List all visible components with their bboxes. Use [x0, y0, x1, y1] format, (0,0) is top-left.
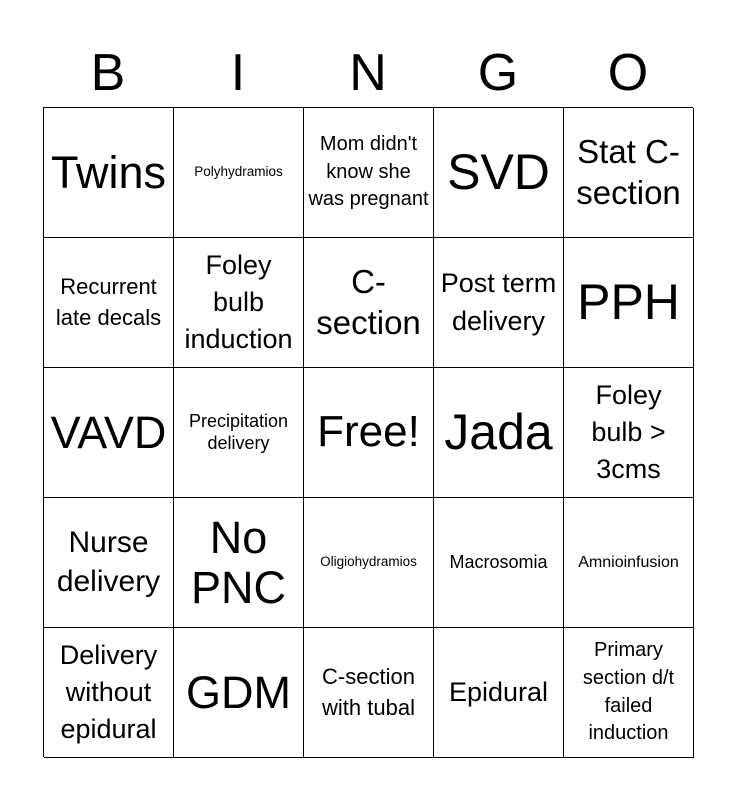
- bingo-cell-r2-c2[interactable]: [174, 238, 304, 368]
- cell-label: Polyhydramios: [194, 164, 283, 180]
- bingo-cell-r3-c2[interactable]: [174, 368, 304, 498]
- cell-label: Mom didn't know she was pregnant: [308, 133, 429, 211]
- cell-label: Recurrent late decals: [55, 273, 162, 330]
- header-letter-g: G: [477, 44, 519, 102]
- bingo-cell-r1-c5[interactable]: [564, 108, 694, 238]
- cell-label: VAVD: [50, 406, 167, 458]
- cell-label: GDM: [186, 666, 291, 718]
- bingo-cell-r3-c5[interactable]: [564, 368, 694, 498]
- bingo-cell-r1-c3[interactable]: [304, 108, 434, 238]
- bingo-cell-r2-c5[interactable]: [564, 238, 694, 368]
- bingo-cell-r3-c4[interactable]: [434, 368, 564, 498]
- header-letter-o: O: [607, 44, 649, 102]
- header-letter-n: N: [349, 44, 387, 102]
- cell-label: Precipitation delivery: [188, 410, 289, 453]
- bingo-cell-r1-c1[interactable]: [44, 108, 174, 238]
- bingo-cell-r5-c2[interactable]: [174, 628, 304, 758]
- cell-label: Primary section d/t failed induction: [582, 639, 675, 745]
- bingo-header: [43, 40, 693, 106]
- cell-label: C-section: [316, 262, 421, 341]
- cell-label: Jada: [444, 404, 553, 460]
- cell-label: Foley bulb induction: [184, 249, 293, 355]
- cell-label: Macrosomia: [449, 551, 548, 572]
- bingo-cell-r2-c1[interactable]: [44, 238, 174, 368]
- bingo-cell-r5-c3[interactable]: [304, 628, 434, 758]
- cell-label: C-section with tubal: [322, 663, 415, 720]
- bingo-cell-r4-c1[interactable]: [44, 498, 174, 628]
- cell-label: Epidural: [448, 676, 549, 707]
- bingo-board: [43, 107, 693, 757]
- bingo-cell-r4-c3[interactable]: [304, 498, 434, 628]
- cell-label: Stat C-section: [576, 132, 681, 211]
- cell-label: Delivery without epidural: [59, 639, 158, 745]
- header-letter-b: B: [90, 44, 126, 102]
- bingo-cell-r4-c5[interactable]: [564, 498, 694, 628]
- bingo-cell-r5-c5[interactable]: [564, 628, 694, 758]
- cell-label: Free!: [317, 407, 420, 457]
- cell-label: SVD: [447, 144, 550, 200]
- bingo-cell-r5-c1[interactable]: [44, 628, 174, 758]
- bingo-cell-r1-c4[interactable]: [434, 108, 564, 238]
- cell-label: PPH: [577, 274, 680, 330]
- bingo-cell-r4-c4[interactable]: [434, 498, 564, 628]
- bingo-cell-r2-c3[interactable]: [304, 238, 434, 368]
- cell-label: Amnioinfusion: [578, 553, 679, 571]
- cell-label: Post term delivery: [440, 268, 557, 336]
- cell-label: Twins: [50, 146, 167, 198]
- cell-label: Oligiohydramios: [320, 554, 417, 570]
- bingo-cell-r2-c4[interactable]: [434, 238, 564, 368]
- bingo-cell-r3-c3[interactable]: [304, 368, 434, 498]
- bingo-cell-r1-c2[interactable]: [174, 108, 304, 238]
- cell-label: Nurse delivery: [56, 526, 161, 598]
- bingo-cell-r4-c2[interactable]: [174, 498, 304, 628]
- bingo-cell-r5-c4[interactable]: [434, 628, 564, 758]
- header-letter-i: I: [230, 44, 246, 102]
- cell-label: No PNC: [190, 512, 286, 613]
- bingo-cell-r3-c1[interactable]: [44, 368, 174, 498]
- cell-label: Foley bulb > 3cms: [591, 379, 666, 485]
